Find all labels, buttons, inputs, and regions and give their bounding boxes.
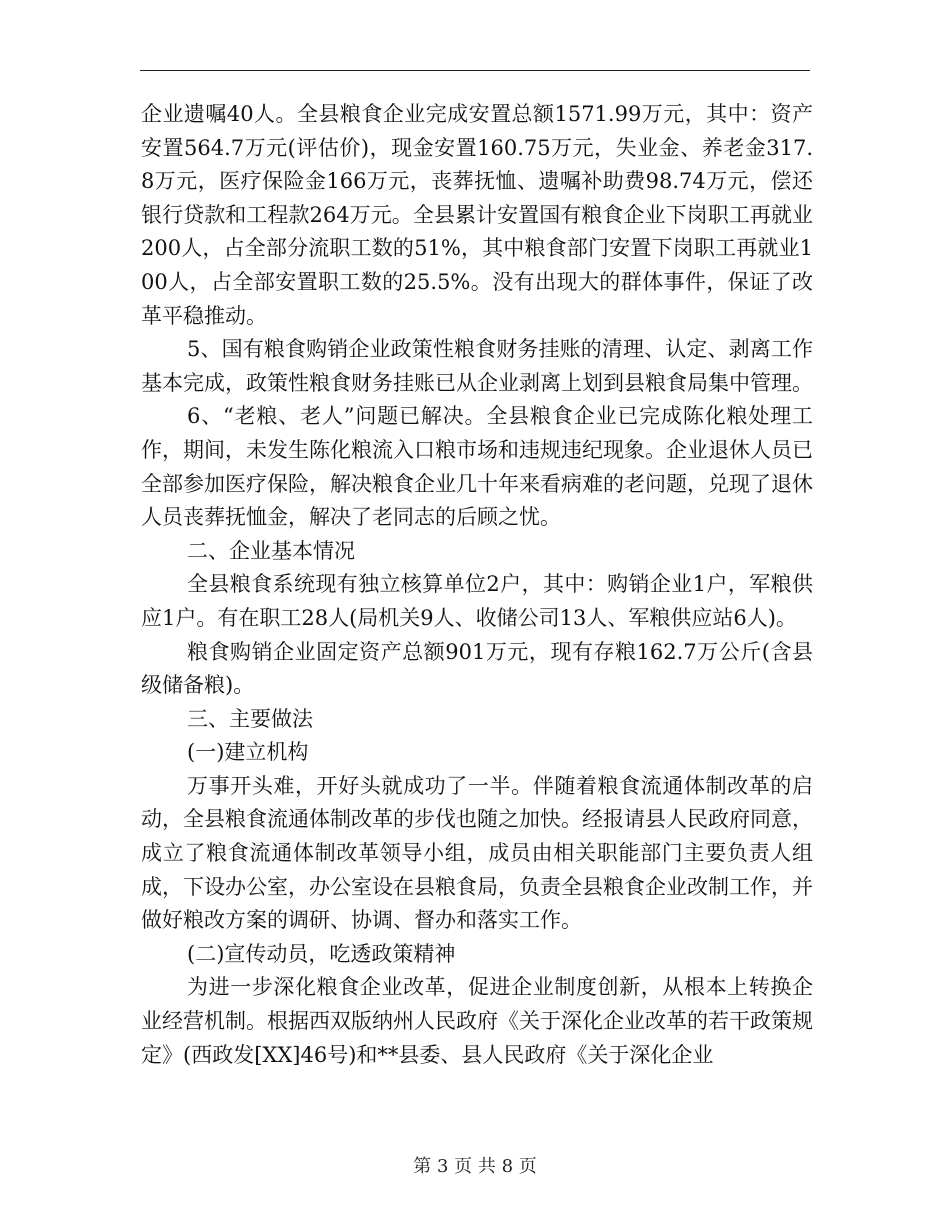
paragraph-establish-organization: 万事开头难，开好头就成功了一半。伴随着粮食流通体制改革的启动，全县粮食流通体制改革的步伐也随之加快。经报请县人民政府同意，成立了粮食流通体制改革领导小组，成员由相关职能部门主要负责人组成，下设办公室，办公室设在县粮食局，负责全县粮食企业改制工作，并做好粮改方案的调研、协调、督办和落实工作。 (141, 773, 813, 933)
paragraph-item-6: 6、“老粮、老人”问题已解决。全县粮食企业已完成陈化粮处理工作，期间，未发生陈化粮流入口粮市场和违规违纪现象。企业退休人员已全部参加医疗保险，解决粮食企业几十年来看病难的老问题，兑现了退休人员丧葬抚恤金，解决了老同志的后顾之忧。 (141, 404, 813, 530)
paragraph-enterprise-units: 全县粮食系统现有独立核算单位2户，其中：购销企业1户，军粮供应1户。有在职工28人(局机关9人、收储公司13人、军粮供应站6人)。 (141, 572, 813, 630)
header-rule (140, 70, 810, 71)
paragraph-resettlement-summary: 企业遗嘱40人。全县粮食企业完成安置总额1571.99万元，其中：资产安置564.7万元(评估价)，现金安置160.75万元，失业金、养老金317.8万元，医疗保险金166万元，丧葬抚恤、遗嘱补助费98.74万元，偿还银行贷款和工程款264万元。全县累计安置国有粮食企业下岗职工再就业200人，占全部分流职工数的51%，其中粮食部门安置下岗职工再就业100人，占全部安置职工数的25.5%。没有出现大的群体事件，保证了改革平稳推动。 (141, 102, 813, 328)
subsection-heading-2: (二)宣传动员，吃透政策精神 (187, 941, 456, 966)
paragraph-policy-study: 为进一步深化粮食企业改革，促进企业制度创新，从根本上转换企业经营机制。根据西双版纳州人民政府《关于深化企业改革的若干政策规定》(西政发[XX]46号)和**县委、县人民政府《关于深化企业 (141, 975, 813, 1067)
paragraph-fixed-assets: 粮食购销企业固定资产总额901万元，现有存粮162.7万公斤(含县级储备粮)。 (141, 639, 813, 698)
paragraph-item-5: 5、国有粮食购销企业政策性粮食财务挂账的清理、认定、剥离工作基本完成，政策性粮食财务挂账已从企业剥离上划到县粮食局集中管理。 (141, 337, 813, 395)
subsection-heading-1: (一)建立机构 (187, 740, 309, 765)
section-heading-2: 二、企业基本情况 (187, 538, 355, 563)
section-heading-3: 三、主要做法 (187, 706, 313, 731)
document-body (141, 98, 813, 1072)
page-footer: 第 3 页 共 8 页 (413, 1156, 537, 1177)
